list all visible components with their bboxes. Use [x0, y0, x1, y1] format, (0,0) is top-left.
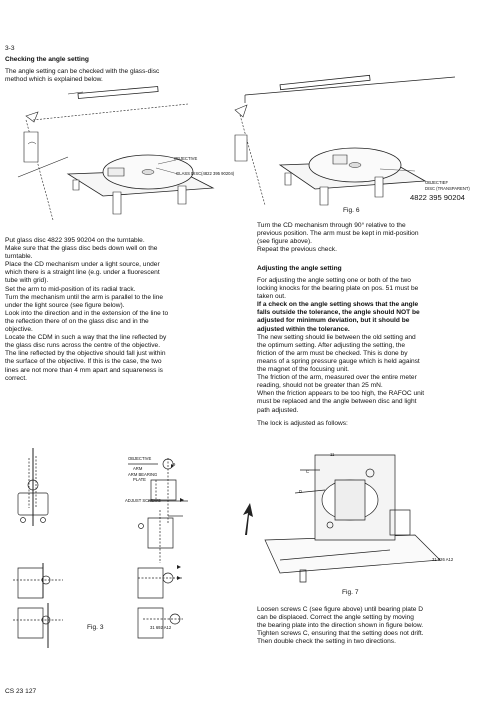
- lock-text: The lock is adjusted as follows:: [257, 420, 348, 427]
- procedure-line: Look into the direction and in the extension of the line to: [5, 309, 169, 317]
- section-heading: Checking the angle setting: [5, 56, 89, 63]
- fig3-caption: Fig. 3: [87, 624, 104, 631]
- fig7-code: 31 026 A12: [432, 557, 454, 562]
- procedure-line: Locate the CDM in such a way that the line reflected by: [5, 334, 167, 342]
- procedure-line: objective.: [5, 326, 33, 334]
- procedure-text: [5, 237, 245, 383]
- glass-disc-number: 4822 395 90204: [410, 193, 465, 202]
- intro-line: The angle setting can be checked with the glass-disc: [5, 68, 160, 75]
- adjust-line: means of a spring pressure gauge which is held against: [257, 357, 420, 365]
- page-footer: CS 23 127: [5, 688, 37, 695]
- procedure-line: Put glass disc 4822 395 90204 on the turntable.: [5, 237, 145, 244]
- procedure-line: Place the CD mechanism under a light source, under: [5, 261, 160, 269]
- adjust-line: taken out.: [257, 293, 286, 301]
- procedure-line: Set the arm to mid-position of its radial track.: [5, 285, 136, 293]
- adjust-line: locking knocks for the bearing plate on pos. 51 must be: [257, 285, 419, 293]
- fig3-objective-label: OBJECTIVE: [128, 456, 152, 461]
- adjust-line: The friction of the arm, measured over the entire meter: [257, 374, 417, 382]
- fig3-plate-label: PLATE: [133, 477, 146, 482]
- rotate-instructions: Turn the CD mechanism through 90° relative to the previous position. The arm must be kept in mid-position (see figure above). Repeat the previous check.: [257, 222, 419, 254]
- fig7-instructions: Loosen screws C (see figure above) until bearing plate D can be displaced. Correct the angle setting by moving the bearing plate into the direction shown in figure below. Tighten screws C, ensuring that the setting does not drift. Then double check the setting in two directions.: [257, 606, 424, 646]
- adjust-line: the optimum setting. After adjusting the setting, the: [257, 341, 406, 349]
- adjust-line: the magnet of the focusing unit.: [257, 366, 350, 374]
- fig7-label-c: C: [306, 469, 310, 474]
- procedure-line: tube with grid).: [5, 277, 49, 285]
- adjust-line: For adjusting the angle setting one or both of the two: [257, 277, 411, 284]
- procedure-line: under the light source (see figure below).: [5, 301, 125, 309]
- procedure-line: The line reflected by the objective should fall just within: [5, 350, 166, 358]
- procedure-line: lines are not more than 4 mm apart and squareness is: [5, 366, 163, 374]
- adjust-line: path adjusted.: [257, 406, 299, 414]
- adjust-text: [257, 277, 487, 415]
- objective-label-left: OBJECTIVE: [174, 156, 198, 161]
- glass-disc-label-left: GLASS DISC(4822 395 90204): [176, 171, 235, 176]
- procedure-line: turntable.: [5, 253, 33, 261]
- adjust-line: falls outside the tolerance, the angle should NOT be: [257, 309, 420, 317]
- adjust-heading: Adjusting the angle setting: [257, 265, 342, 272]
- procedure-line: correct.: [5, 374, 27, 382]
- fig3-adjust-screws-label: ADJUST SCREWS: [125, 498, 161, 503]
- objective-label-right: OBJECTIEF: [425, 180, 449, 185]
- fig7-label-11: 11: [330, 452, 335, 457]
- glass-disc-check-illustration: [8, 82, 233, 222]
- fig3-schematic: [8, 448, 243, 658]
- fig3-arm-label: ARM: [133, 466, 143, 471]
- adjust-line: adjusted for minimum deviation, but it should be: [257, 317, 410, 325]
- intro-line: method which is explained below.: [5, 76, 103, 84]
- adjust-line: must be replaced and the angle between disc and light: [257, 398, 417, 406]
- procedure-line: the glass disc runs across the centre of the objective.: [5, 342, 161, 350]
- disc-label-right: DISC (TRANSPARENT): [425, 186, 470, 191]
- adjust-line: reading, should not be greater than 25 mN.: [257, 382, 383, 390]
- section-number: 3-3: [5, 45, 15, 52]
- procedure-line: Turn the mechanism until the arm is parallel to the line: [5, 293, 164, 301]
- fig6-caption: Fig. 6: [343, 207, 360, 214]
- procedure-line: which there is a straight line (e.g. under a fluorescent: [5, 269, 160, 277]
- fig7-caption: Fig. 7: [342, 589, 359, 596]
- adjust-line: adjusted within the tolerance.: [257, 325, 350, 333]
- fig3-arm-bearing-label: ARM BEARING: [128, 472, 158, 477]
- adjust-line: If a check on the angle setting shows that the angle: [257, 301, 419, 309]
- fig3-label-9: 9: [173, 462, 176, 467]
- adjust-line: The new setting should lie between the old setting and: [257, 333, 416, 341]
- adjust-line: friction of the arm must be checked. This is done by: [257, 349, 408, 357]
- procedure-line: Make sure that the glass disc beds down well on the: [5, 245, 158, 253]
- adjust-line: When the friction appears to be too high, the RAFOC unit: [257, 390, 425, 398]
- fig7-label-d: D: [299, 489, 303, 494]
- procedure-line: the surface of the objective. If this is the case, the two: [5, 358, 162, 366]
- fig3-code: 31 692 A12: [150, 625, 172, 630]
- procedure-line: the reflection there of on the glass disc and in the: [5, 317, 149, 325]
